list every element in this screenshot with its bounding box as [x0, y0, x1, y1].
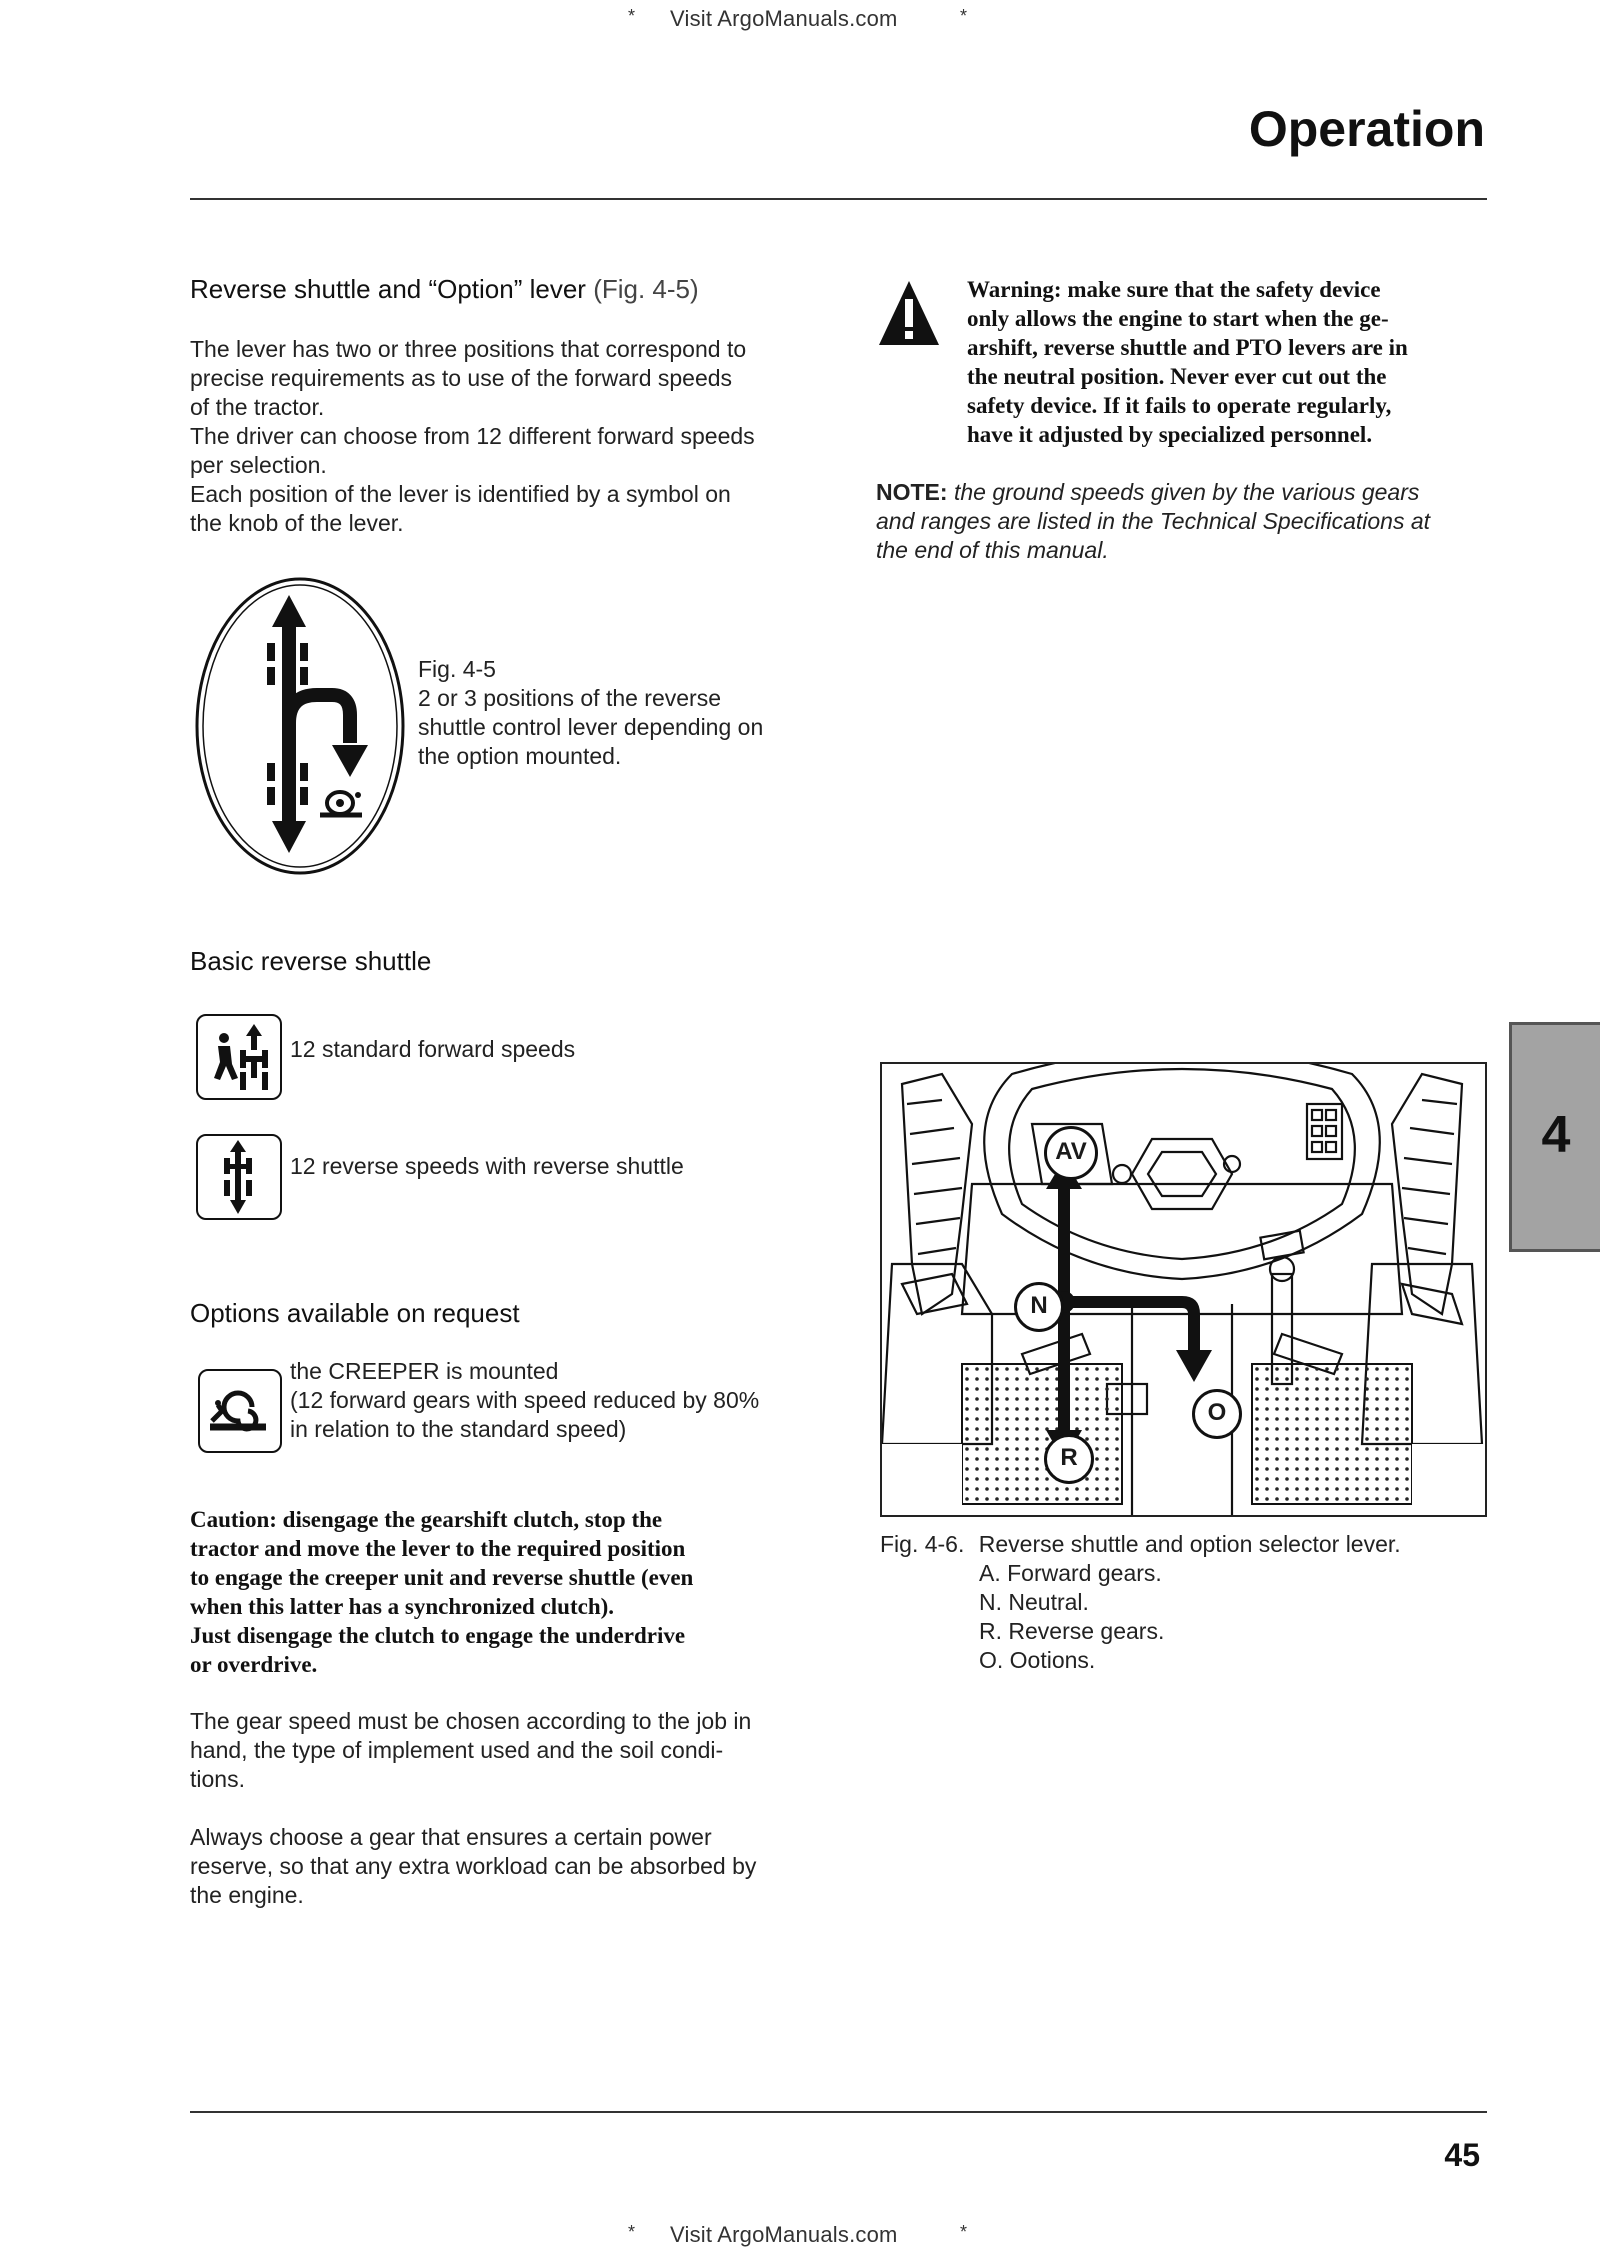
section-heading-options: Options available on request	[190, 1298, 520, 1328]
text-line: only allows the engine to start when the ge-	[967, 306, 1389, 331]
watermark-star: *	[628, 2222, 636, 2242]
power-reserve-paragraph	[190, 1823, 840, 1910]
text-line: the knob of the lever.	[190, 510, 404, 536]
caption-line: shuttle control lever depending on	[418, 714, 764, 740]
fig46-caption	[880, 1530, 1480, 1675]
text-line: the neutral position. Never ever cut out the	[967, 364, 1387, 389]
text-line: reserve, so that any extra workload can be absorbed by	[190, 1853, 757, 1879]
text-line: Always choose a gear that ensures a certain power	[190, 1824, 712, 1850]
text-line: of the tractor.	[190, 394, 325, 420]
text-line: when this latter has a synchronized clutch).	[190, 1594, 615, 1619]
text-line: Each position of the lever is identified by a symbol on	[190, 481, 731, 507]
watermark-text: Visit ArgoManuals.com	[670, 2222, 898, 2247]
chapter-tab-number: 4	[1541, 1106, 1571, 1164]
forward-speeds-label: 12 standard forward speeds	[290, 1036, 576, 1062]
text-line: The driver can choose from 12 different forward speeds	[190, 423, 755, 449]
watermark-text: Visit ArgoManuals.com	[670, 6, 898, 31]
watermark-star: *	[960, 6, 968, 26]
page-title: Operation	[1248, 101, 1485, 157]
fig45-caption	[418, 655, 838, 771]
watermark-star: *	[960, 2222, 968, 2242]
label-o-text: O	[1207, 1399, 1227, 1426]
section-heading-text: Reverse shuttle and “Option” lever	[190, 274, 586, 304]
note-label: NOTE:	[876, 479, 948, 505]
text-line: The gear speed must be chosen according to the job in	[190, 1708, 752, 1734]
caption-line: 2 or 3 positions of the reverse	[418, 685, 721, 711]
caption-line: N. Neutral.	[979, 1589, 1089, 1615]
caption-line	[880, 1530, 1480, 1559]
label-r	[1044, 1434, 1094, 1484]
text-line: tions.	[190, 1766, 245, 1792]
caption-head: Fig. 4-6.	[880, 1531, 965, 1557]
warning-triangle-icon	[877, 279, 941, 347]
label-n	[1014, 1282, 1064, 1332]
reverse-speeds-icon	[196, 1134, 282, 1220]
lever-knob-figure	[192, 575, 412, 877]
text-line: arshift, reverse shuttle and PTO levers are in	[967, 335, 1408, 360]
text-line: per selection.	[190, 452, 327, 478]
section-heading-basic: Basic reverse shuttle	[190, 946, 432, 976]
reverse-speeds-label: 12 reverse speeds with reverse shuttle	[290, 1153, 684, 1179]
section-heading-ref: (Fig. 4-5)	[593, 274, 699, 304]
caption-line: the option mounted.	[418, 743, 622, 769]
warning-block	[967, 275, 1507, 449]
caption-line: Fig. 4-5	[418, 656, 496, 682]
text-line: Warning: make sure that the safety device	[967, 277, 1381, 302]
gear-speed-paragraph	[190, 1707, 840, 1794]
creeper-icon	[198, 1369, 282, 1453]
text-line: have it adjusted by specialized personnel.	[967, 422, 1373, 447]
caption-text: Reverse shuttle and option selector lever.	[978, 1531, 1401, 1557]
text-line: the CREEPER is mounted	[290, 1358, 559, 1384]
intro-paragraph	[190, 335, 830, 538]
text-line: tractor and move the lever to the required position	[190, 1536, 686, 1561]
watermark-top	[628, 6, 988, 36]
text-line: safety device. If it fails to operate regularly,	[967, 393, 1392, 418]
chapter-tab	[1509, 1022, 1600, 1252]
text-line: Caution: disengage the gearshift clutch, stop the	[190, 1507, 663, 1532]
label-r-text: R	[1060, 1444, 1078, 1471]
text-line: and ranges are listed in the Technical Specifications at	[876, 508, 1431, 534]
label-av	[1044, 1126, 1098, 1180]
text-line: hand, the type of implement used and the soil condi-	[190, 1737, 724, 1763]
header-rule	[190, 198, 1487, 200]
text-line: precise requirements as to use of the forward speeds	[190, 365, 733, 391]
label-av-text: AV	[1055, 1138, 1087, 1165]
text-line: The lever has two or three positions that correspond to	[190, 336, 747, 362]
text-line: or overdrive.	[190, 1652, 318, 1677]
text-line: the end of this manual.	[876, 537, 1109, 563]
watermark-bottom	[628, 2222, 988, 2252]
text-line: to engage the creeper unit and reverse shuttle (even	[190, 1565, 694, 1590]
forward-speeds-icon	[196, 1014, 282, 1100]
label-o	[1192, 1389, 1242, 1439]
page-number: 45	[1444, 2137, 1480, 2173]
text-line	[876, 478, 1496, 507]
caption-line: R. Reverse gears.	[979, 1618, 1165, 1644]
note-block	[876, 478, 1496, 565]
watermark-star: *	[628, 6, 636, 26]
caption-line: O. Ootions.	[979, 1647, 1096, 1673]
caution-block	[190, 1505, 840, 1679]
text-line: (12 forward gears with speed reduced by 80%	[290, 1387, 760, 1413]
note-text: the ground speeds given by the various gears	[953, 479, 1420, 505]
text-line: in relation to the standard speed)	[290, 1416, 627, 1442]
label-n-text: N	[1030, 1292, 1048, 1319]
fig46-illustration	[880, 1062, 1487, 1517]
text-line: the engine.	[190, 1882, 304, 1908]
caption-line: A. Forward gears.	[979, 1560, 1162, 1586]
section-heading-reverse-shuttle	[190, 274, 699, 305]
text-line: Just disengage the clutch to engage the underdrive	[190, 1623, 686, 1648]
creeper-description	[290, 1357, 830, 1444]
footer-rule	[190, 2111, 1487, 2113]
